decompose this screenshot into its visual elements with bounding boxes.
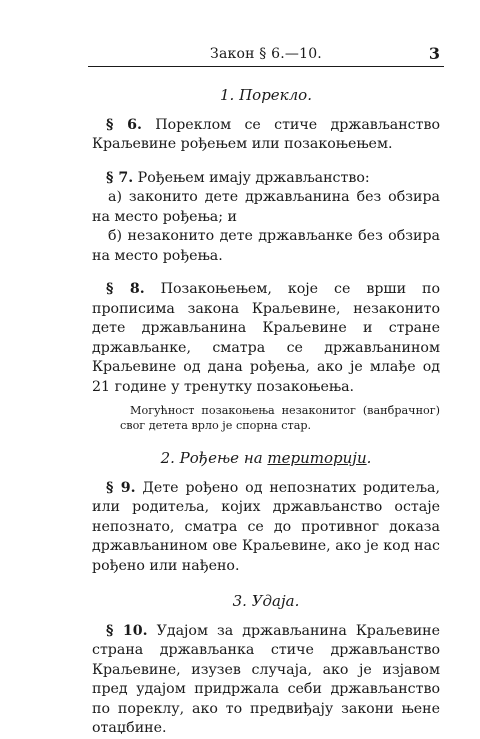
paragraph-7 xyxy=(92,169,440,189)
section-number: § 7. xyxy=(106,169,134,186)
heading-underlined-word: територији xyxy=(267,449,367,467)
paragraph-6-body xyxy=(92,116,440,155)
paragraph-8 xyxy=(92,280,440,397)
heading-prefix: 2. Рођење на xyxy=(160,449,268,467)
running-header xyxy=(92,46,440,66)
paragraph-9-body xyxy=(92,479,440,577)
paragraph-text: Позакоњењем, које се врши по прописима закона Краљевине, незаконито дете држављанина Краљевине и стране држављанке, сматра се држављанином Краљевине од дана рођења, ако је млађе од 21 године у тренутку позакоњења. xyxy=(92,281,441,395)
paragraph-8-body xyxy=(92,280,440,397)
section-heading-territory xyxy=(92,449,440,469)
header-rule xyxy=(88,66,444,67)
section-number: § 10. xyxy=(106,622,148,639)
spacer xyxy=(92,266,440,280)
list-item: а) законито дете држављанина без обзира на место рођења; и xyxy=(92,189,440,225)
paragraph-text: Дете рођено од непознатих родитеља, или родитеља, којих држављанство остаје непознато, сматра се до противног доказа држављанином ове Краљевине, ако је код нас рођено или нађено. xyxy=(92,479,440,574)
heading-suffix: . xyxy=(366,449,372,467)
paragraph-text: Рођењем имају држављанство: xyxy=(133,169,370,186)
list-item: б) незаконито дете држављанке без обзира на место рођења. xyxy=(92,228,440,264)
paragraph-7-body xyxy=(92,169,440,189)
paragraph-10 xyxy=(92,622,440,739)
paragraph-text: Пореклом се стиче држављанство Краљевине рођењем или позакоњењем. xyxy=(92,116,440,152)
section-number: § 6. xyxy=(106,116,142,133)
section-heading-origin: 1. Порекло. xyxy=(220,86,312,104)
spacer xyxy=(92,155,440,169)
header-title: Закон § 6.—10. xyxy=(210,46,322,62)
page-body xyxy=(92,80,440,739)
section-number: § 9. xyxy=(106,479,136,496)
section-number: § 8. xyxy=(106,281,145,297)
spacer xyxy=(92,576,440,586)
paragraph-10-body xyxy=(92,622,440,739)
paragraph-9 xyxy=(92,479,440,577)
footnote: Могућност позакоњења незаконитог (ванбрачног) свог детета врло је спорна стар. xyxy=(120,404,440,432)
spacer xyxy=(92,433,440,443)
page-number: 3 xyxy=(428,44,440,63)
paragraph-text: Удајом за држављанина Краљевине страна држављанка стиче држављанство Краљевине, изузев случаја, ако је изјавом пред удајом придржала себи држављанство по пореклу, ако то предвиђају закони њене отаџбине. xyxy=(92,622,440,736)
paragraph-6 xyxy=(92,116,440,155)
section-heading-marriage: 3. Удаја. xyxy=(232,592,300,610)
